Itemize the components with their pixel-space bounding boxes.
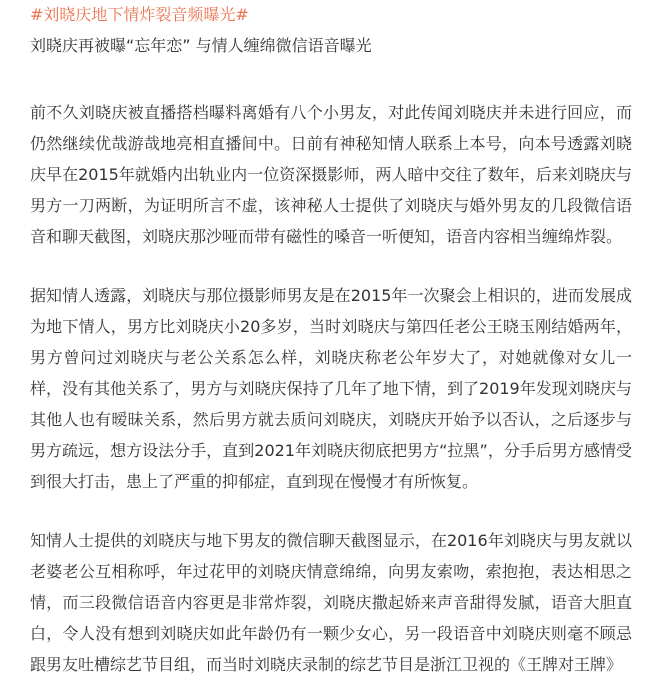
post-paragraph-3: 知情人士提供的刘晓庆与地下男友的微信聊天截图显示，在2016年刘晓庆与男友就以老婆老公互相称呼，年过花甲的刘晓庆情意绵绵，向男友索吻，索抱抱，表达相思之情，而三段微信语音内容更是非常炸裂，刘晓庆撒起娇来声音甜得发腻，语音大胆直白，令人没有想到刘晓庆如此年龄仍有一颗少女心，另一段语音中刘晓庆则毫不顾忌跟男友吐槽综艺节目组，而当时刘晓庆录制的综艺节目是浙江卫视的《王牌对王牌》 (30, 531, 632, 674)
topic-hashtag-link[interactable]: #刘晓庆地下情炸裂音频曝光# (30, 5, 249, 24)
post-paragraph-1: 前不久刘晓庆被直播搭档曝料离婚有八个小男友，对此传闻刘晓庆并未进行回应，而仍然继续优哉游哉地亮相直播间中。日前有神秘知情人联系上本号，向本号透露刘晓庆早在2015年就婚内出轨业内一位资深摄影师，两人暗中交往了数年，后来刘晓庆与男方一刀两断，为证明所言不虚，该神秘人士提供了刘晓庆与婚外男友的几段微信语音和聊天截图，刘晓庆那沙哑而带有磁性的嗓音一听便知，语音内容相当缠绵炸裂。 (30, 103, 632, 246)
post-subtitle: 刘晓庆再被曝“忘年恋” 与情人缠绵微信语音曝光 (30, 36, 372, 55)
post-paragraph-2: 据知情人透露，刘晓庆与那位摄影师男友是在2015年一次聚会上相识的，进而发展成为地下情人，男方比刘晓庆小20多岁，当时刘晓庆与第四任老公王晓玉刚结婚两年，男方曾问过刘晓庆与老公关系怎么样，刘晓庆称老公年岁大了，对她就像对女儿一样，没有其他关系了，男方与刘晓庆保持了几年了地下情，到了2019年发现刘晓庆与其他人也有暧昧关系，然后男方就去质问刘晓庆，刘晓庆开始予以否认，之后逐步与男方疏远，想方设法分手，直到2021年刘晓庆彻底把男方“拉黑”，分手后男方感情受到很大打击，患上了严重的抑郁症，直到现在慢慢才有所恢复。 (30, 286, 632, 491)
